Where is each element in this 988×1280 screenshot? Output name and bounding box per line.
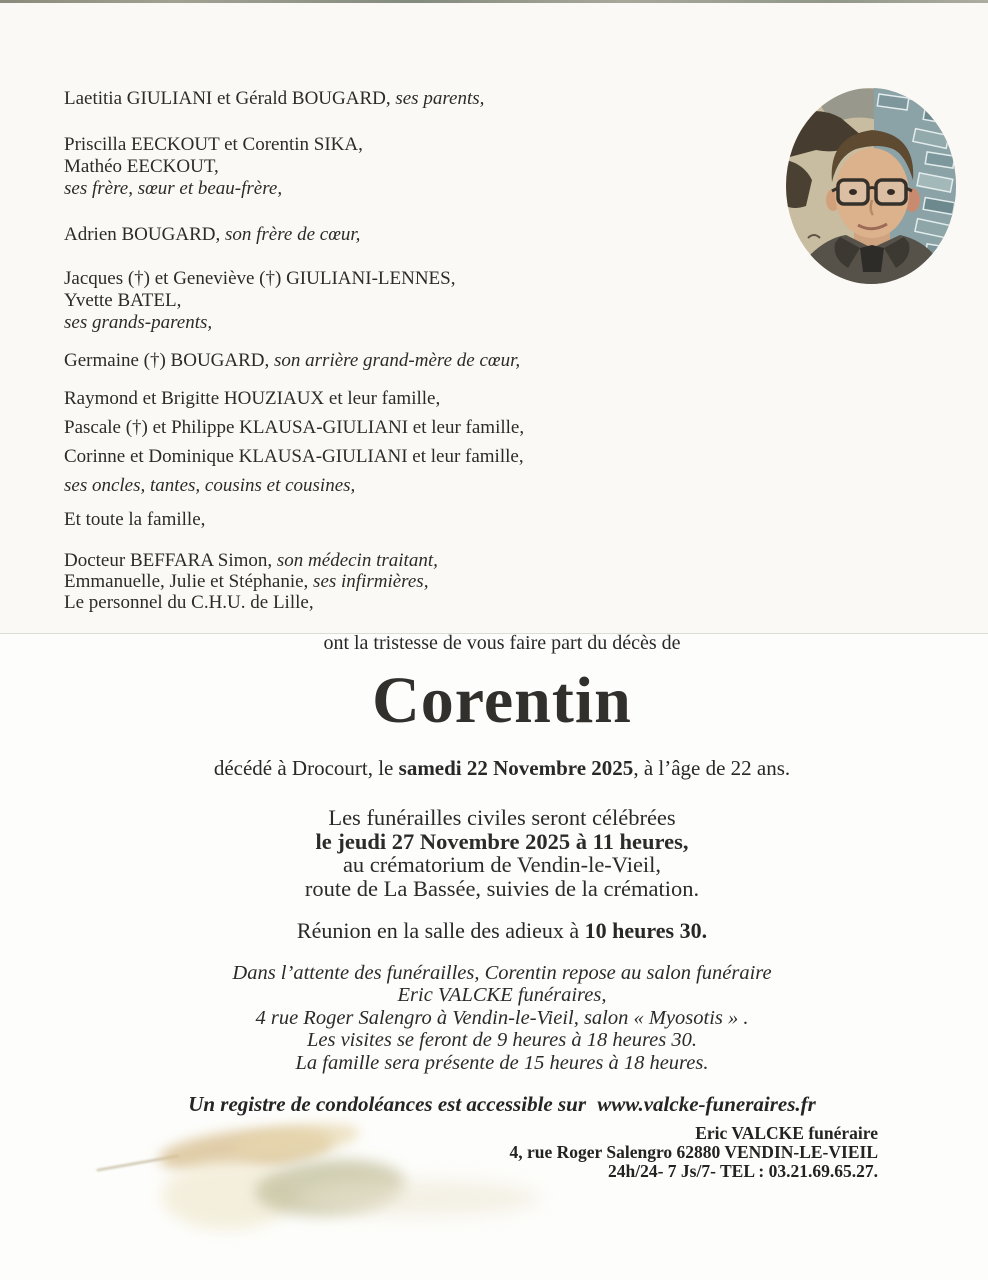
extended-line-1: Raymond et Brigitte HOUZIAUX et leur famille, [64,388,441,409]
family-great-grandmother-line [64,350,520,372]
repose-line-2: Eric VALCKE funéraires, [397,984,607,1007]
grandparents-line-2: Yvette BATEL, [64,290,182,311]
siblings-line-1: Priscilla EECKOUT et Corentin SIKA, [64,134,363,155]
whole-family-line: Et toute la famille, [64,509,206,530]
pampas-plume-faint [300,1180,540,1216]
extended-line-3: Corinne et Dominique KLAUSA-GIULIANI et leur famille, [64,446,524,467]
death-suffix: , à l’âge de 22 ans. [633,756,791,780]
repose-line-3: 4 rue Roger Salengro à Vendin-le-Vieil, salon « Myosotis » . [255,1006,749,1029]
ceremony-route-line: route de La Bassée, suivies de la crémation. [304,875,700,901]
extended-relation: ses oncles, tantes, cousins et cousines, [64,475,356,496]
grandparents-relation: ses grands-parents, [64,312,213,333]
repose-block [8,962,988,1074]
funeral-home-address: 4, rue Roger Salengro 62880 VENDIN-LE-VIEIL [509,1141,878,1162]
gathering-line [8,918,988,944]
family-grandparents-block [64,268,455,334]
repose-line-5: La famille sera présente de 15 heures à 18 heures. [295,1051,709,1074]
grandparents-line-1: Jacques (†) et Geneviève (†) GIULIANI-LENNES, [64,268,456,289]
register-prefix: Un registre de condoléances est accessible sur [188,1092,592,1116]
doctor-name: Docteur BEFFARA Simon, [64,550,273,571]
care-team-block [64,550,438,613]
extended-line-2: Pascale (†) et Philippe KLAUSA-GIULIANI et leur famille, [64,417,525,438]
family-extended-block [64,384,524,500]
parents-names: Laetitia GIULIANI et Gérald BOUGARD, [64,88,391,109]
parents-relation: ses parents, [395,88,485,109]
repose-line-4: Les visites se feront de 9 heures à 18 heures 30. [306,1029,697,1052]
funeral-home-hours-phone: 24h/24- 7 Js/7- TEL : 03.21.69.65.27. [608,1160,878,1181]
family-heart-brother-line [64,224,360,246]
death-date: samedi 22 Novembre 2025 [398,756,634,780]
great-grandmother-names: Germaine (†) BOUGARD, [64,350,270,371]
siblings-relation: ses frère, sœur et beau-frère, [64,178,283,199]
scan-top-edge-artifact [0,0,988,3]
heart-brother-relation: son frère de cœur, [224,224,361,245]
ceremony-date-line: le jeudi 27 Novembre 2025 à 11 heures, [315,828,689,854]
deceased-name: Corentin [372,664,632,737]
nurses-names: Emmanuelle, Julie et Stéphanie, [64,571,309,592]
ceremony-line-1: Les funérailles civiles seront célébrées [328,805,676,830]
funeral-home-name: Eric VALCKE funéraire [695,1123,878,1143]
portrait-photo [786,88,956,284]
death-prefix: décédé à Drocourt, le [213,756,399,780]
hospital-staff-line: Le personnel du C.H.U. de Lille, [64,592,314,613]
family-parents-line [64,88,484,110]
register-website: www.valcke-funeraires.fr [597,1092,816,1116]
gathering-time: 10 heures 30. [584,918,708,943]
portrait-illustration [786,88,956,284]
heart-brother-names: Adrien BOUGARD, [64,224,221,245]
ceremony-block [8,806,988,900]
funeral-home-contact-block [510,1124,879,1180]
nurses-relation: ses infirmières, [313,571,429,592]
announcement-intro: ont la tristesse de vous faire part du décès de [323,632,681,654]
ceremony-place-line: au crématorium de Vendin-le-Vieil, [342,852,662,877]
great-grandmother-relation: son arrière grand-mère de cœur, [274,350,521,371]
repose-line-1: Dans l’attente des funérailles, Corentin repose au salon funéraire [232,962,772,984]
doctor-relation: son médecin traitant, [276,550,438,571]
death-details-line [8,756,988,781]
family-siblings-block [64,134,363,200]
gathering-prefix: Réunion en la salle des adieux à [296,918,585,943]
condolence-register-line [8,1092,988,1117]
siblings-line-2: Mathéo EECKOUT, [64,156,219,177]
